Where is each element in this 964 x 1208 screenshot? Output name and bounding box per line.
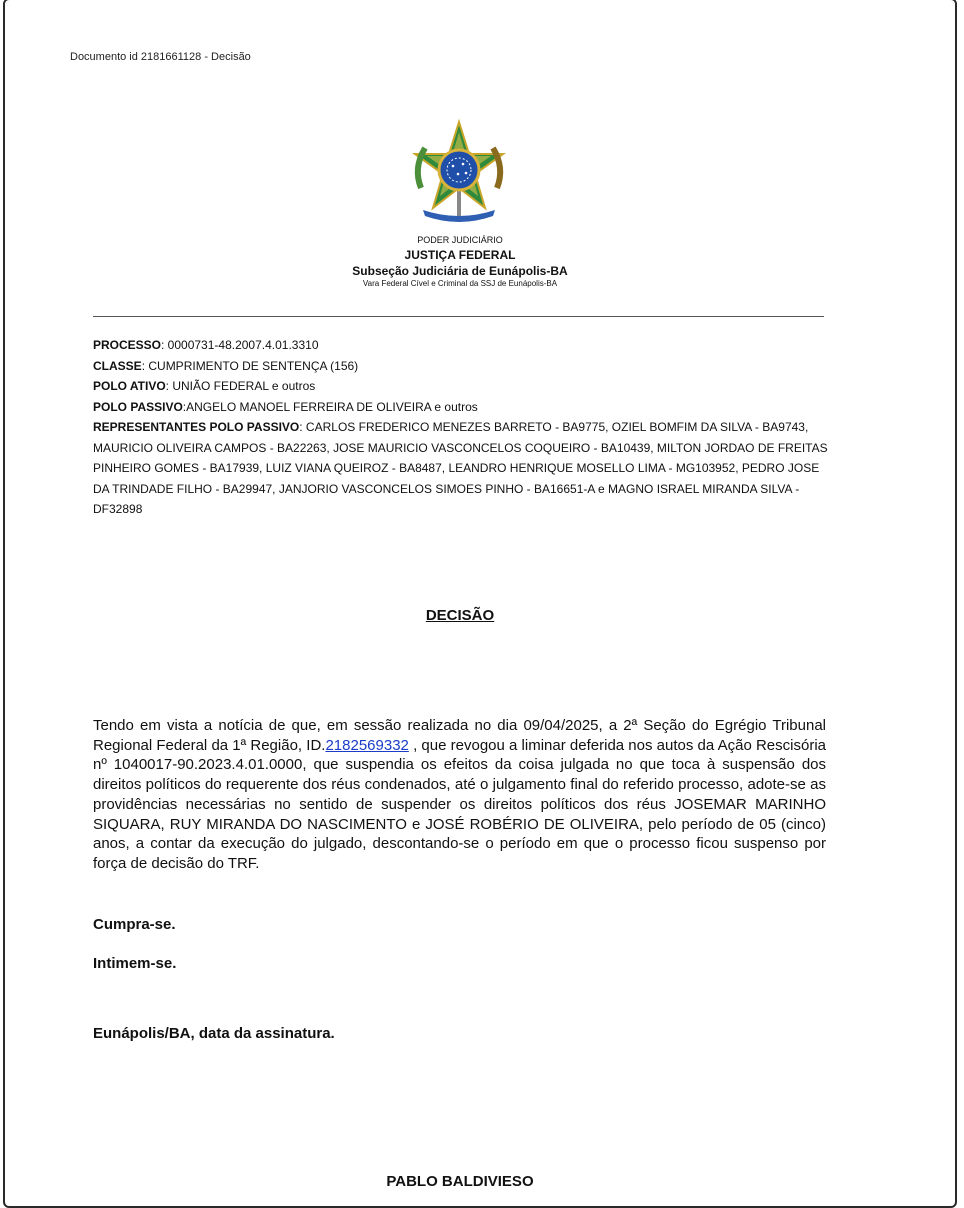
decision-body: Tendo em vista a notícia de que, em sessão realizada no dia 09/04/2025, a 2ª Seção do Egrégio Tribunal Regional Federal da 1ª Região, ID.2182569332 , que revogou a liminar deferida nos autos da Ação Rescisória nº 1040017-90.2023.4.01.0000, que suspendia os efeitos da coisa julgada no que toca à suspensão dos direitos políticos do requerente dos réus condenados, até o julgamento final do referido processo, adote-se as providências necessárias no sentido de suspender os direitos políticos dos réus JOSEMAR MARINHO SIQUARA, RUY MIRANDA DO NASCIMENTO e JOSÉ ROBÉRIO DE OLIVEIRA, pelo período de 05 (cinco) anos, a contar da execução do julgado, descontando-se o período em que o processo ficou suspenso por força de decisão do TRF. xyxy=(93,717,826,872)
decision-title: DECISÃO xyxy=(425,607,495,624)
header-poder-judiciario: PODER JUDICIÁRIO xyxy=(417,235,503,245)
process-metadata xyxy=(93,335,828,520)
place-date: Eunápolis/BA, data da assinatura. xyxy=(93,1025,335,1042)
intimem-se: Intimem-se. xyxy=(93,955,177,972)
header-divider xyxy=(93,316,824,317)
header-subsecao: Subseção Judiciária de Eunápolis-BA xyxy=(352,264,568,278)
signatory-name: PABLO BALDIVIESO xyxy=(386,1173,534,1190)
representantes-line: REPRESENTANTES POLO PASSIVO: CARLOS FREDERICO MENEZES BARRETO - BA9775, OZIEL BOMFIM DA SILVA - BA9743, MAURICIO OLIVEIRA CAMPOS - BA22263, JOSE MAURICIO VASCONCELOS COQUEIRO - BA10439, MILTON JORDAO DE FREITAS PINHEIRO GOMES - BA17939, LUIZ VIANA QUEIROZ - BA8487, LEANDRO HENRIQUE MOSELLO LIMA - MG103952, PEDRO JOSE DA TRINDADE FILHO - BA29947, JANJORIO VASCONCELOS SIMOES PINHO - BA16651-A e MAGNO ISRAEL MIRANDA SILVA - DF32898 xyxy=(93,420,828,516)
processo-line: PROCESSO: 0000731-48.2007.4.01.3310 xyxy=(93,338,319,352)
classe-line: CLASSE: CUMPRIMENTO DE SENTENÇA (156) xyxy=(93,358,359,373)
header-vara: Vara Federal Cível e Criminal da SSJ de Eunápolis-BA xyxy=(362,279,558,288)
document-id: Documento id 2181661128 - Decisão xyxy=(70,51,251,63)
polo-ativo-line: POLO ATIVO: UNIÃO FEDERAL e outros xyxy=(93,379,316,393)
brazil-coat-of-arms-icon xyxy=(403,118,515,230)
header-justica-federal: JUSTIÇA FEDERAL xyxy=(404,248,516,262)
polo-passivo-line: POLO PASSIVO:ANGELO MANOEL FERREIRA DE OLIVEIRA e outros xyxy=(93,399,478,414)
document-id-link[interactable]: 2182569332 xyxy=(325,736,409,754)
cumpra-se: Cumpra-se. xyxy=(93,916,176,933)
